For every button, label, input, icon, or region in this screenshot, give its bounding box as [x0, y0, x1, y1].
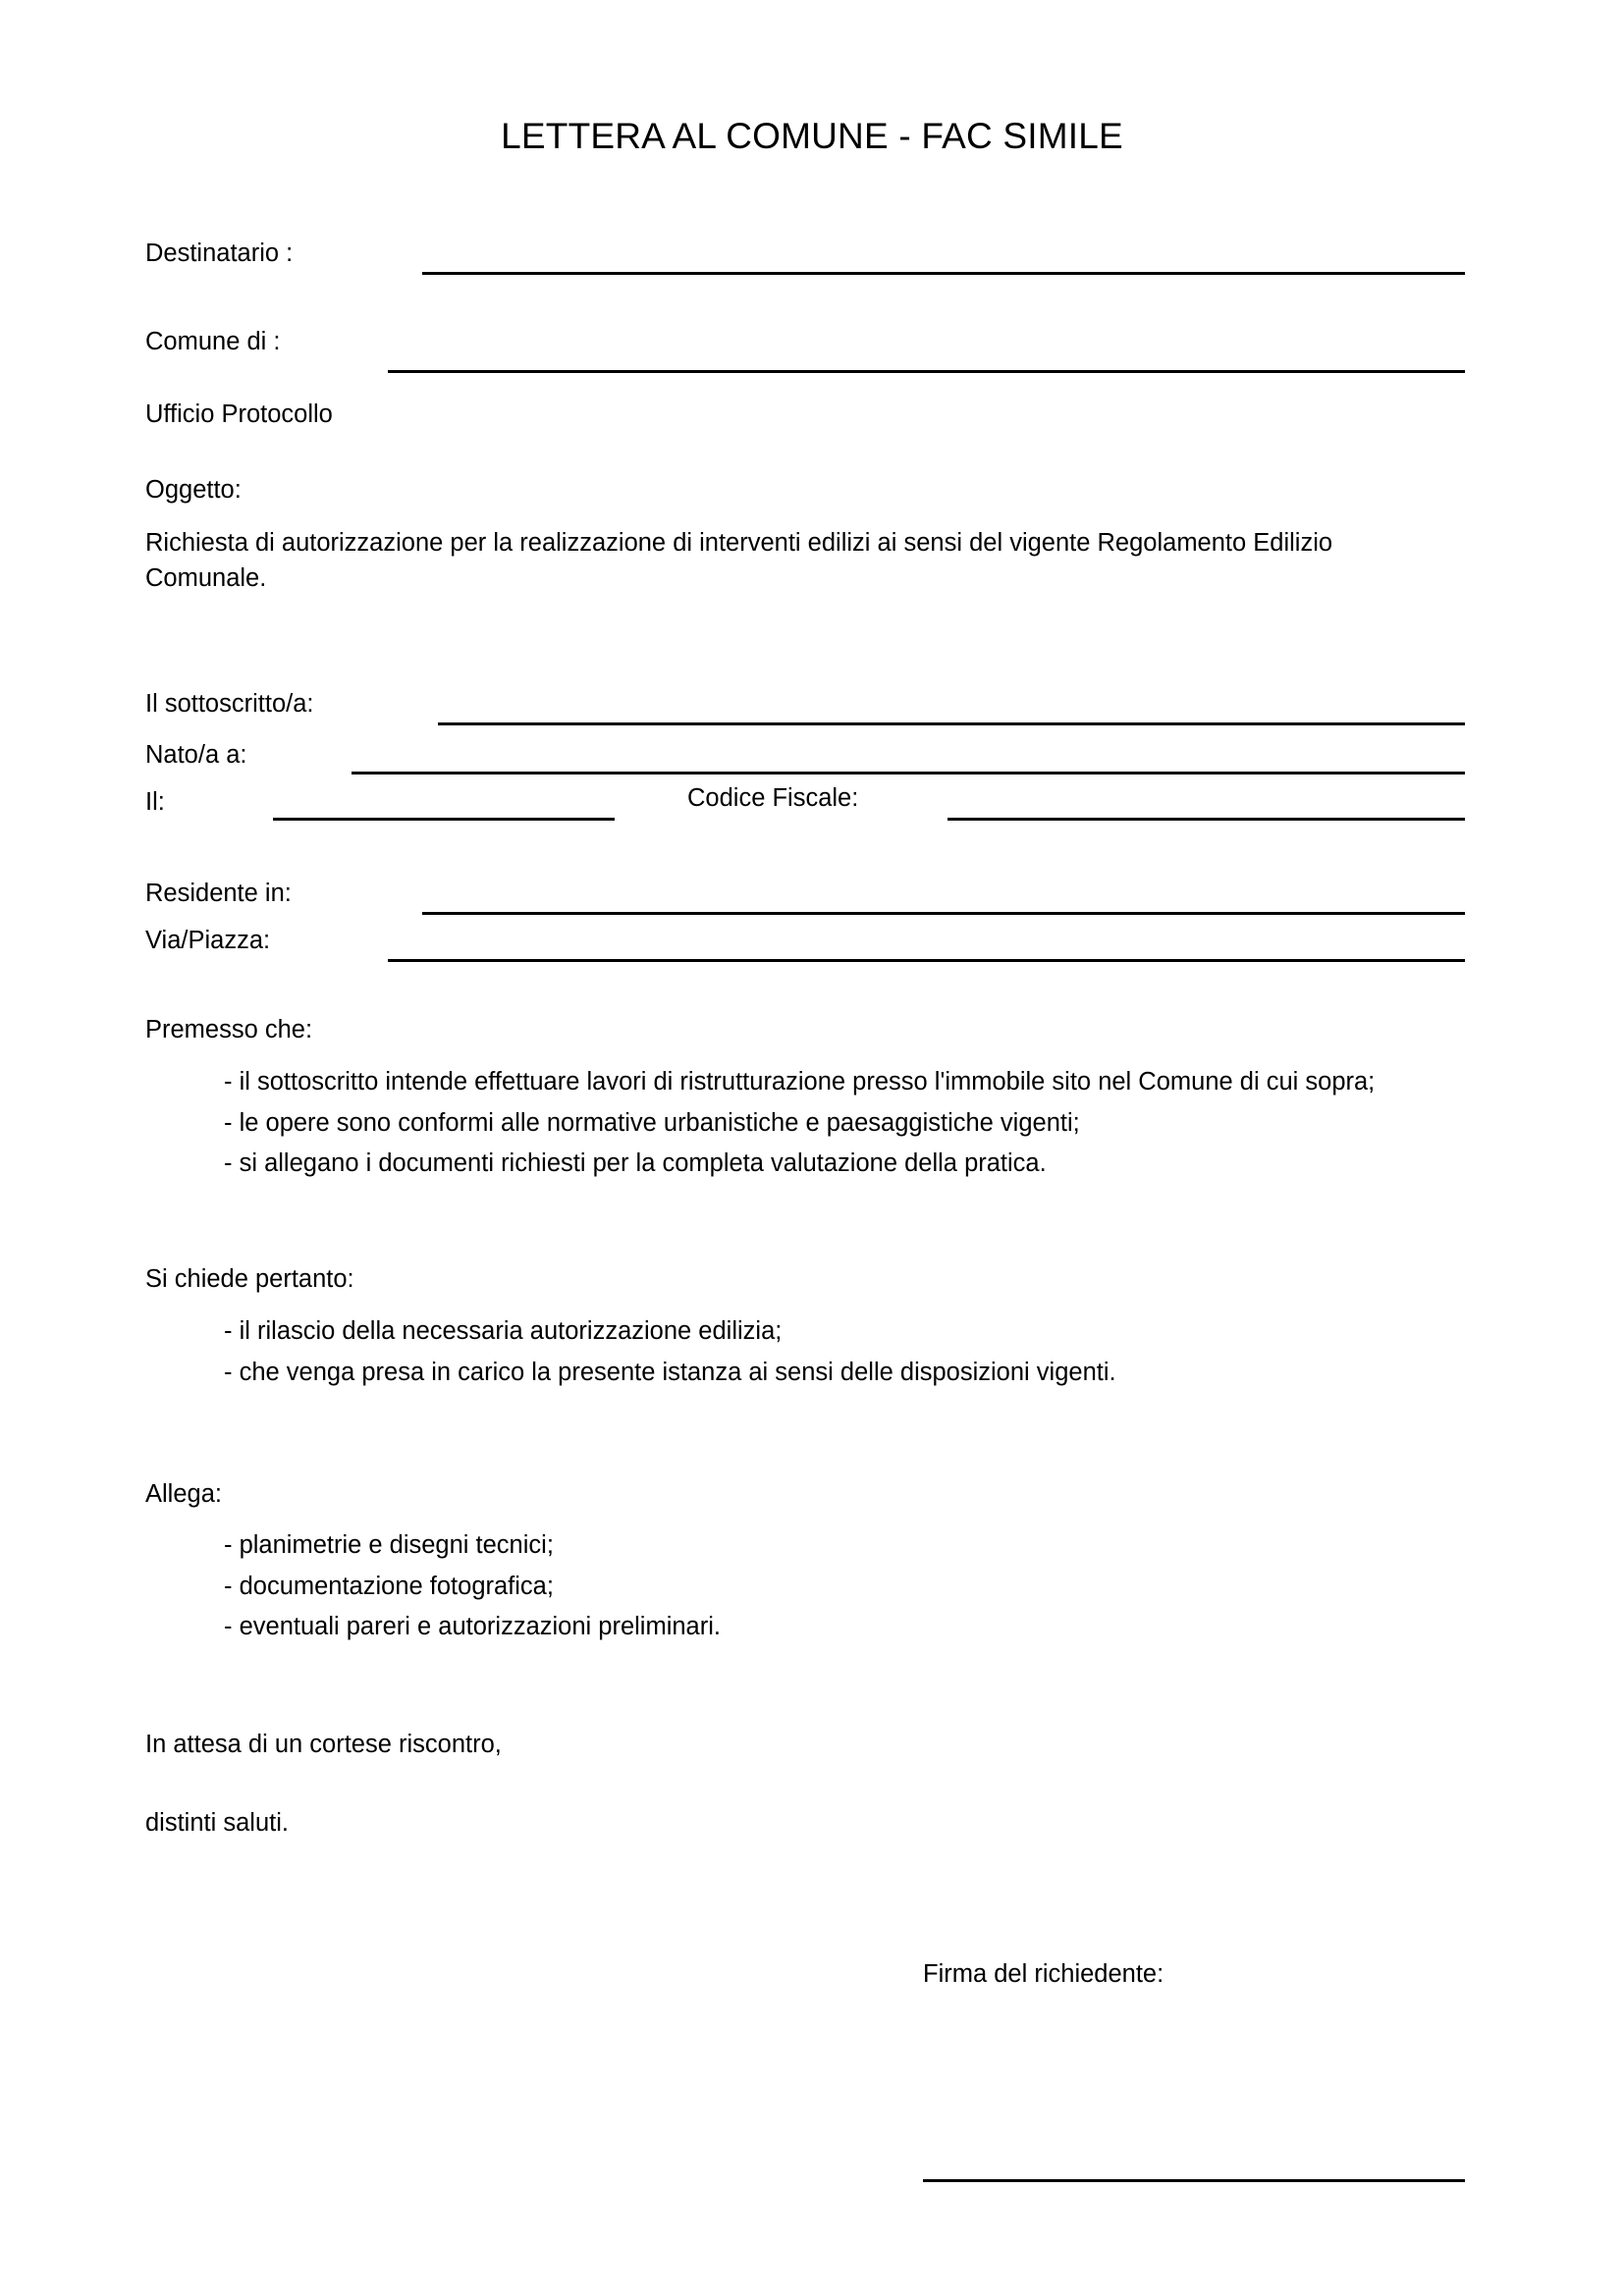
- destinatario-input-rule[interactable]: [422, 272, 1465, 275]
- list-item: - il sottoscritto intende effettuare lavori di ristrutturazione presso l'immobile sito nel Comune di cui sopra;: [224, 1068, 1376, 1095]
- comune-label: Comune di :: [145, 328, 281, 355]
- allegati-heading: Allega:: [145, 1480, 222, 1508]
- via-piazza-input-rule[interactable]: [388, 959, 1465, 962]
- richiesta-heading: Si chiede pertanto:: [145, 1265, 354, 1293]
- data-nascita-label: Il:: [145, 788, 165, 816]
- via-piazza-label: Via/Piazza:: [145, 927, 271, 954]
- oggetto-label: Oggetto:: [145, 476, 242, 504]
- richiesta-list: [224, 1319, 1116, 1385]
- oggetto-text: Richiesta di autorizzazione per la realizzazione di interventi edilizi ai sensi del vigente Regolamento Edilizio Comunale.: [145, 529, 1333, 593]
- sottoscritto-input-rule[interactable]: [438, 722, 1465, 725]
- closing-line-2: distinti saluti.: [145, 1809, 289, 1837]
- signature-label: Firma del richiedente:: [923, 1960, 1164, 1988]
- closing-line-1: In attesa di un cortese riscontro,: [145, 1731, 502, 1758]
- list-item: - si allegano i documenti richiesti per la completa valutazione della pratica.: [224, 1149, 1047, 1177]
- residente-label: Residente in:: [145, 880, 292, 907]
- list-item: - che venga presa in carico la presente istanza ai sensi delle disposizioni vigenti.: [224, 1358, 1116, 1386]
- list-item: - il rilascio della necessaria autorizzazione edilizia;: [224, 1317, 783, 1345]
- data-nascita-input-rule[interactable]: [273, 818, 615, 821]
- list-item: - eventuali pareri e autorizzazioni preliminari.: [224, 1613, 721, 1640]
- sottoscritto-label: Il sottoscritto/a:: [145, 690, 314, 718]
- comune-input-rule[interactable]: [388, 370, 1465, 373]
- nato-label: Nato/a a:: [145, 741, 247, 769]
- list-item: - documentazione fotografica;: [224, 1572, 554, 1600]
- list-item: - planimetrie e disegni tecnici;: [224, 1531, 554, 1559]
- premesso-list: [224, 1070, 1375, 1177]
- allegati-list: [224, 1533, 721, 1640]
- signature-input-rule[interactable]: [923, 2179, 1465, 2182]
- ufficio-protocollo-line: Ufficio Protocollo: [145, 400, 333, 428]
- nato-input-rule[interactable]: [352, 772, 1465, 774]
- destinatario-label: Destinatario :: [145, 240, 294, 267]
- residente-input-rule[interactable]: [422, 912, 1465, 915]
- codice-fiscale-input-rule[interactable]: [947, 818, 1465, 821]
- list-item: - le opere sono conformi alle normative urbanistiche e paesaggistiche vigenti;: [224, 1108, 1080, 1137]
- page-title: LETTERA AL COMUNE - FAC SIMILE: [501, 116, 1123, 156]
- premesso-heading: Premesso che:: [145, 1016, 313, 1043]
- codice-fiscale-label: Codice Fiscale:: [687, 784, 859, 812]
